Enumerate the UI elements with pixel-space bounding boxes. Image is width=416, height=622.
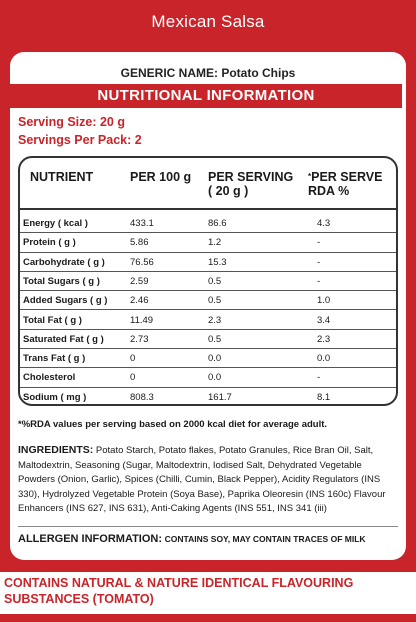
nutrition-banner: NUTRITIONAL INFORMATION (10, 84, 402, 108)
value-rda: 4.3 (317, 218, 331, 229)
value-rda: 3.4 (317, 314, 331, 326)
nutrient-name: Trans Fat ( g ) (23, 353, 86, 365)
header-per-serving-line2: ( 20 g ) (208, 184, 249, 198)
ingredients-heading: INGREDIENTS: (18, 444, 94, 456)
table-header (20, 158, 396, 210)
allergen-heading: ALLERGEN INFORMATION: (18, 533, 163, 545)
allergen-text: CONTAINS SOY, MAY CONTAIN TRACES OF MILK (164, 534, 366, 544)
table-row (20, 272, 396, 291)
value-rda: - (317, 372, 321, 384)
value-rda: - (317, 237, 321, 249)
table-row (20, 388, 396, 406)
value-per-100g: 76.56 (130, 256, 154, 268)
generic-name: GENERIC NAME: Potato Chips (120, 66, 296, 80)
value-per-serving: 2.3 (208, 314, 222, 326)
nutrient-name: Sodium ( mg ) (23, 391, 87, 403)
value-per-serving: 161.7 (208, 391, 232, 403)
nutrient-name: Carbohydrate ( g ) (23, 256, 105, 268)
nutrient-name: Protein ( g ) (23, 237, 76, 249)
value-per-100g: 2.59 (130, 275, 149, 287)
servings-per-pack: Servings Per Pack: 2 (18, 133, 142, 147)
nutrient-name: Energy ( kcal ) (23, 218, 88, 229)
header-per-serving (208, 170, 293, 198)
table-row (20, 253, 396, 272)
value-per-100g: 0 (130, 372, 136, 384)
nutrient-name: Saturated Fat ( g ) (23, 333, 104, 345)
value-per-serving: 1.2 (208, 237, 222, 249)
value-per-serving: 0.5 (208, 275, 222, 287)
value-per-serving: 0.5 (208, 333, 222, 345)
rda-asterisk: * (308, 172, 312, 181)
nutrient-name: Cholesterol (23, 372, 76, 384)
value-per-serving: 0.5 (208, 295, 222, 307)
allergen-info (18, 533, 366, 545)
nutrient-name: Added Sugars ( g ) (23, 295, 108, 307)
value-rda: 8.1 (317, 391, 331, 403)
value-per-serving: 15.3 (208, 256, 227, 268)
value-per-100g: 808.3 (130, 391, 154, 403)
table-row (20, 233, 396, 252)
value-per-100g: 433.1 (130, 218, 154, 229)
table-row (20, 311, 396, 330)
value-rda: - (317, 275, 321, 287)
value-rda: 2.3 (317, 333, 331, 345)
header-rda (308, 170, 382, 198)
header-per-100g: PER 100 g (130, 170, 192, 184)
table-row (20, 291, 396, 310)
value-rda: 0.0 (317, 353, 331, 365)
header-per-serving-line1: PER SERVING (208, 170, 294, 184)
ingredients-block (18, 443, 398, 517)
value-per-100g: 11.49 (130, 314, 154, 326)
nutrition-card (10, 52, 406, 560)
header-rda-line1: PER SERVE (311, 170, 383, 184)
value-rda: - (317, 256, 321, 268)
serving-size: Serving Size: 20 g (18, 115, 125, 129)
value-per-100g: 0 (130, 353, 136, 365)
rda-footnote: *%RDA values per serving based on 2000 kcal diet for average adult. (18, 419, 328, 430)
divider (18, 526, 398, 527)
value-per-serving: 0.0 (208, 372, 222, 384)
value-per-100g: 2.73 (130, 333, 149, 345)
product-title: Mexican Salsa (151, 12, 265, 31)
nutrient-name: Total Sugars ( g ) (23, 275, 100, 287)
nutrition-table (18, 156, 398, 406)
flavouring-note: CONTAINS NATURAL & NATURE IDENTICAL FLAVOURING SUBSTANCES (TOMATO) (0, 572, 416, 614)
table-row (20, 349, 396, 368)
header-rda-line2: RDA % (308, 184, 350, 198)
table-row (20, 368, 396, 387)
value-per-serving: 0.0 (208, 353, 222, 365)
value-per-100g: 5.86 (130, 237, 149, 249)
table-row (20, 330, 396, 349)
nutrient-name: Total Fat ( g ) (23, 314, 82, 326)
value-per-serving: 86.6 (208, 218, 227, 229)
ingredients-text: Potato Starch, Potato flakes, Potato Granules, Rice Bran Oil, Salt, Maltodextrin, Seasoning (Sugar, Maltodextrin, Iodised Salt, Dehydrated Vegetable Powders (Onion, Garlic), Spices (Chilli, Cumin, Black Pepper), Acidity Regulators (INS 330), Hydrolyzed Vegetable Protein (Soya Base), Paprika Oleoresin (INS 160c) Flavour Enhancers (INS 627, INS 631), Anti-Caking Agents (INS 551, INS 341 (iii) (18, 445, 386, 514)
table-row (20, 214, 396, 233)
header-nutrient: NUTRIENT (30, 170, 94, 184)
value-rda: 1.0 (317, 295, 331, 307)
value-per-100g: 2.46 (130, 295, 149, 307)
